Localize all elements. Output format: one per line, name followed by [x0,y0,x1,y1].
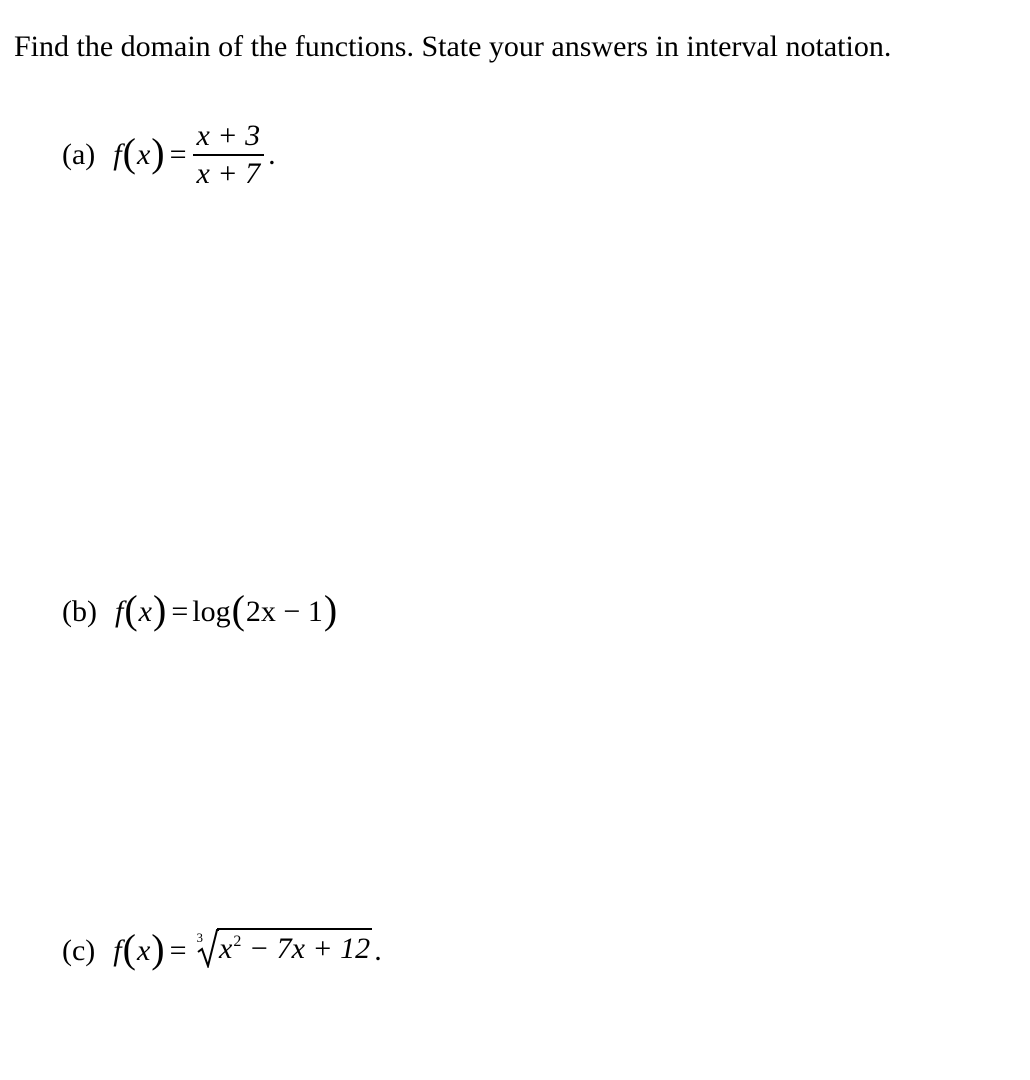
radicand-rest: − 7x + 12 [241,932,371,965]
problem-label: (c) [62,933,96,967]
close-paren: ) [151,925,165,971]
problem-label: (b) [62,595,97,628]
end-period: . [374,933,382,967]
radicand [217,928,372,973]
close-paren: ) [151,130,165,175]
open-paren: ( [231,587,245,632]
radicand-base: x [219,932,233,965]
cube-root [191,928,373,973]
equals-sign: = [169,933,187,967]
log-argument: 2x − 1 [245,595,323,628]
close-paren: ) [152,587,167,632]
fraction [193,118,265,192]
exponent: 2 [233,933,242,950]
problem-c [62,925,382,973]
close-paren: ) [323,587,338,632]
end-period: . [268,138,276,171]
open-paren: ( [124,587,138,632]
variable: x [136,933,151,967]
problem-label: (a) [62,138,96,171]
root-index: 3 [196,930,204,945]
function-name: f [113,933,122,967]
problem-b [62,587,338,632]
equals-sign: = [171,595,189,628]
variable: x [138,595,152,628]
open-paren: ( [122,925,136,971]
equals-sign: = [169,138,187,171]
numerator: x + 3 [196,119,261,152]
instructions-text: Find the domain of the functions. State your answers in interval notation. [14,30,892,63]
log-function: log [192,595,231,628]
variable: x [136,138,151,171]
problem-a [62,118,276,192]
denominator: x + 7 [196,157,261,190]
open-paren: ( [122,130,136,175]
function-name: f [114,595,124,628]
function-name: f [113,138,122,171]
